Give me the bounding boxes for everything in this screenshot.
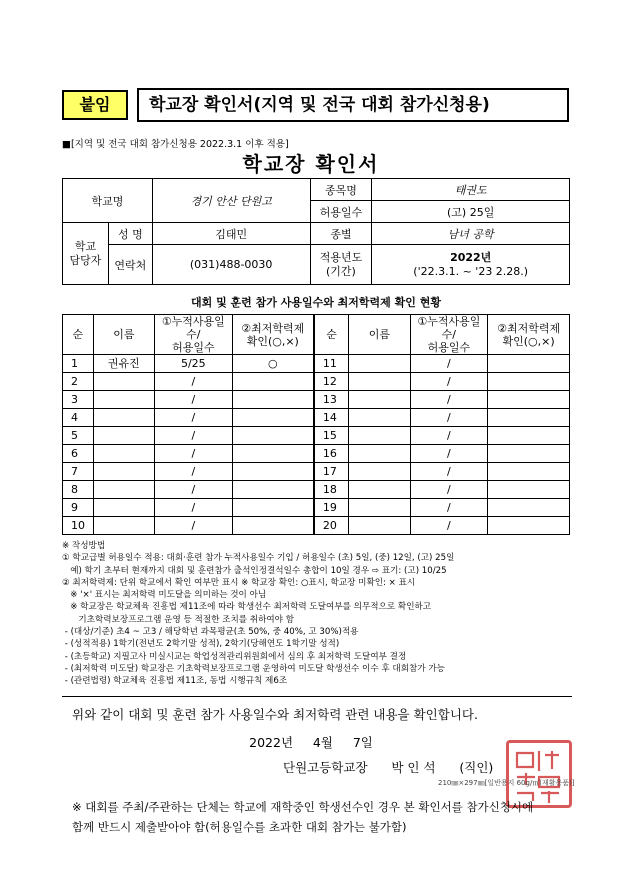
table-row (63, 463, 570, 481)
header-min: ②최저학력제 확인(○,×) (232, 315, 314, 355)
cell-n: 10 (63, 517, 94, 535)
cell-min (488, 481, 570, 499)
instruction-line: ※ 학교장은 학교체육 진흥법 제11조에 따라 학생선수 최저학력 도달여부를 의무적으로 확인하고 (62, 602, 432, 613)
cell-name (93, 517, 154, 535)
cell-days: / (154, 481, 232, 499)
year-value: 2022년 (450, 250, 492, 264)
cell-n: 19 (314, 499, 349, 517)
instruction-line: - (관련법령) 학교체육 진흥법 제11조, 동법 시행규칙 제6조 (62, 676, 288, 687)
attachment-badge: 붙임 (62, 90, 128, 120)
cell-min (232, 409, 314, 427)
table-row (63, 517, 570, 535)
cell-n: 17 (314, 463, 349, 481)
allowed-days-value: (고) 25일 (372, 201, 570, 223)
cell-name (93, 445, 154, 463)
page-title: 학교장 확인서 (242, 152, 380, 176)
instruction-line: - (대상/기준) 초4 ~ 고3 / 해당학년 과목평균(초 50%, 중 40%, 고 30%)적용 (62, 627, 359, 638)
cell-name (349, 481, 410, 499)
section-title: 대회 및 훈련 참가 사용일수와 최저학력제 확인 현황 (191, 296, 441, 309)
cell-days: / (154, 499, 232, 517)
header-num: 순 (63, 315, 94, 355)
cell-n: 11 (314, 355, 349, 373)
cell-min (488, 463, 570, 481)
instructions (62, 540, 572, 688)
cell-min (232, 373, 314, 391)
cell-n: 7 (63, 463, 94, 481)
footer-line: 함께 반드시 제출받아야 함(허용일수를 초과한 대회 참가는 불가함) (72, 820, 407, 834)
cell-name (349, 409, 410, 427)
date-month: 4월 (312, 735, 333, 750)
cell-name (93, 427, 154, 445)
cell-name (93, 463, 154, 481)
instruction-line: ① 학교급별 허용일수 적용: 대회·훈련 참가 누적사용일수 기입 / 허용일수 (초) 5일, (중) 12일, (고) 25일 (62, 553, 455, 564)
document-sublabel: ■[지역 및 전국 대회 참가신청용 2022.3.1 이후 적용] (62, 139, 289, 150)
period-value: ('22.3.1. ~ '23 2.28.) (413, 264, 529, 278)
cell-n: 9 (63, 499, 94, 517)
instruction-line: - (최저학력 미도달) 학교장은 기초학력보장프로그램 운영하여 미도달 학생선수 이수 후 대회참가 가능 (62, 663, 445, 674)
cell-min (488, 391, 570, 409)
seal-label: (직인) (459, 760, 494, 775)
cell-n: 4 (63, 409, 94, 427)
instruction-line: ※ 작성방법 (62, 541, 106, 551)
cell-days: / (410, 373, 488, 391)
principal-school: 단원고등학교장 (283, 760, 368, 775)
name-label: 성 명 (108, 223, 152, 245)
cell-name (349, 499, 410, 517)
manager-label: 학교 담당자 (63, 223, 109, 285)
footer-note (72, 797, 533, 837)
document-header-title: 학교장 확인서(지역 및 전국 대회 참가신청용) (137, 88, 569, 122)
cell-min (232, 463, 314, 481)
cell-n: 1 (63, 355, 94, 373)
cell-min (232, 481, 314, 499)
cell-min: ○ (232, 355, 314, 373)
cell-days: 5/25 (154, 355, 232, 373)
cell-n: 12 (314, 373, 349, 391)
date-day: 7일 (352, 735, 373, 750)
cell-days: / (410, 427, 488, 445)
cell-days: / (154, 463, 232, 481)
cell-name: 권유진 (93, 355, 154, 373)
cell-n: 15 (314, 427, 349, 445)
year-label: 적용년도 (기간) (310, 245, 372, 285)
cell-name (349, 517, 410, 535)
cell-min (488, 445, 570, 463)
table-row (63, 355, 570, 373)
date-year: 2022년 (249, 735, 294, 750)
header-days: ①누적사용일수/ 허용일수 (154, 315, 232, 355)
cell-min (232, 499, 314, 517)
name-value: 김태민 (152, 223, 310, 245)
divider (62, 696, 572, 697)
cell-name (349, 445, 410, 463)
cell-days: / (410, 445, 488, 463)
instruction-line: 기초학력보장프로그램 운영 등 적절한 조치를 취하여야 함 (62, 614, 295, 625)
cell-n: 6 (63, 445, 94, 463)
principal-signature (283, 758, 493, 776)
principal-name: 박 인 석 (391, 760, 436, 775)
table-row (63, 409, 570, 427)
confirmation-text: 위와 같이 대회 및 훈련 참가 사용일수와 최저학력 관련 내용을 확인합니다. (72, 707, 478, 722)
contact-label: 연락처 (108, 245, 152, 285)
cell-n: 16 (314, 445, 349, 463)
cell-n: 20 (314, 517, 349, 535)
contact-value: (031)488-0030 (152, 245, 310, 285)
cell-n: 3 (63, 391, 94, 409)
footer-line: ※ 대회를 주최/주관하는 단체는 학교에 재학중인 학생선수인 경우 본 확인서를 참가신청시에 (72, 800, 534, 814)
cell-min (488, 355, 570, 373)
cell-days: / (410, 355, 488, 373)
records-table (62, 314, 570, 535)
cell-n: 8 (63, 481, 94, 499)
cell-name (93, 391, 154, 409)
cell-days: / (154, 409, 232, 427)
cell-min (232, 427, 314, 445)
info-table (62, 178, 570, 285)
cell-days: / (410, 481, 488, 499)
cell-days: / (410, 517, 488, 535)
sport-label: 종목명 (310, 179, 372, 201)
cell-days: / (154, 427, 232, 445)
instruction-line: - (성적적용) 1학기(전년도 2학기말 성적), 2학기(당해연도 1학기말 성적) (62, 639, 340, 650)
cell-days: / (154, 391, 232, 409)
cell-name (93, 481, 154, 499)
cell-days: / (154, 517, 232, 535)
table-row (63, 445, 570, 463)
instruction-line: ② 최저학력제: 단위 학교에서 확인 여부만 표시 ※ 학교장 확인: ○표시, 학교장 미확인: × 표시 (62, 577, 416, 588)
school-name-value: 경기 안산 단원고 (152, 179, 310, 223)
cell-min (232, 391, 314, 409)
cell-min (232, 517, 314, 535)
cell-name (349, 463, 410, 481)
table-row (63, 427, 570, 445)
cell-name (349, 355, 410, 373)
cell-min (488, 499, 570, 517)
cell-n: 2 (63, 373, 94, 391)
table-row (63, 391, 570, 409)
sport-value: 태권도 (372, 179, 570, 201)
cell-name (93, 373, 154, 391)
cell-n: 5 (63, 427, 94, 445)
cell-name (93, 409, 154, 427)
cell-name (349, 373, 410, 391)
cell-n: 14 (314, 409, 349, 427)
gender-value: 남녀 공학 (372, 223, 570, 245)
paper-size-note: 210㎜×297㎜[일반용지 60g/㎡(재활용품)] (438, 779, 575, 787)
cell-min (488, 517, 570, 535)
cell-days: / (154, 373, 232, 391)
cell-min (488, 373, 570, 391)
school-name-label: 학교명 (63, 179, 153, 223)
cell-name (349, 427, 410, 445)
cell-n: 13 (314, 391, 349, 409)
cell-days: / (410, 409, 488, 427)
table-row (63, 373, 570, 391)
instruction-line: ※ '×' 표시는 최저학력 미도달을 의미하는 것이 아님 (62, 590, 267, 601)
header-name: 이름 (93, 315, 154, 355)
header-min: ②최저학력제 확인(○,×) (488, 315, 570, 355)
header-days: ①누적사용일수/ 허용일수 (410, 315, 488, 355)
cell-name (93, 499, 154, 517)
cell-days: / (410, 391, 488, 409)
cell-min (232, 445, 314, 463)
instruction-line: - (초등학교) 지필고사 미실시교는 학업성적관리위원회에서 심의 후 최저학력 도달여부 결정 (62, 651, 407, 662)
instruction-line: 예) 학기 초부터 현재까지 대회 및 훈련참가 출석인정결석일수 총합이 10일 경우 ⇨ 표기: (고) 10/25 (62, 565, 447, 576)
cell-name (349, 391, 410, 409)
table-row (63, 499, 570, 517)
header-num: 순 (314, 315, 349, 355)
table-row (63, 481, 570, 499)
cell-n: 18 (314, 481, 349, 499)
cell-days: / (410, 499, 488, 517)
gender-label: 종별 (310, 223, 372, 245)
cell-days: / (154, 445, 232, 463)
allowed-days-label: 허용일수 (310, 201, 372, 223)
cell-days: / (410, 463, 488, 481)
cell-min (488, 409, 570, 427)
cell-min (488, 427, 570, 445)
header-name: 이름 (349, 315, 410, 355)
